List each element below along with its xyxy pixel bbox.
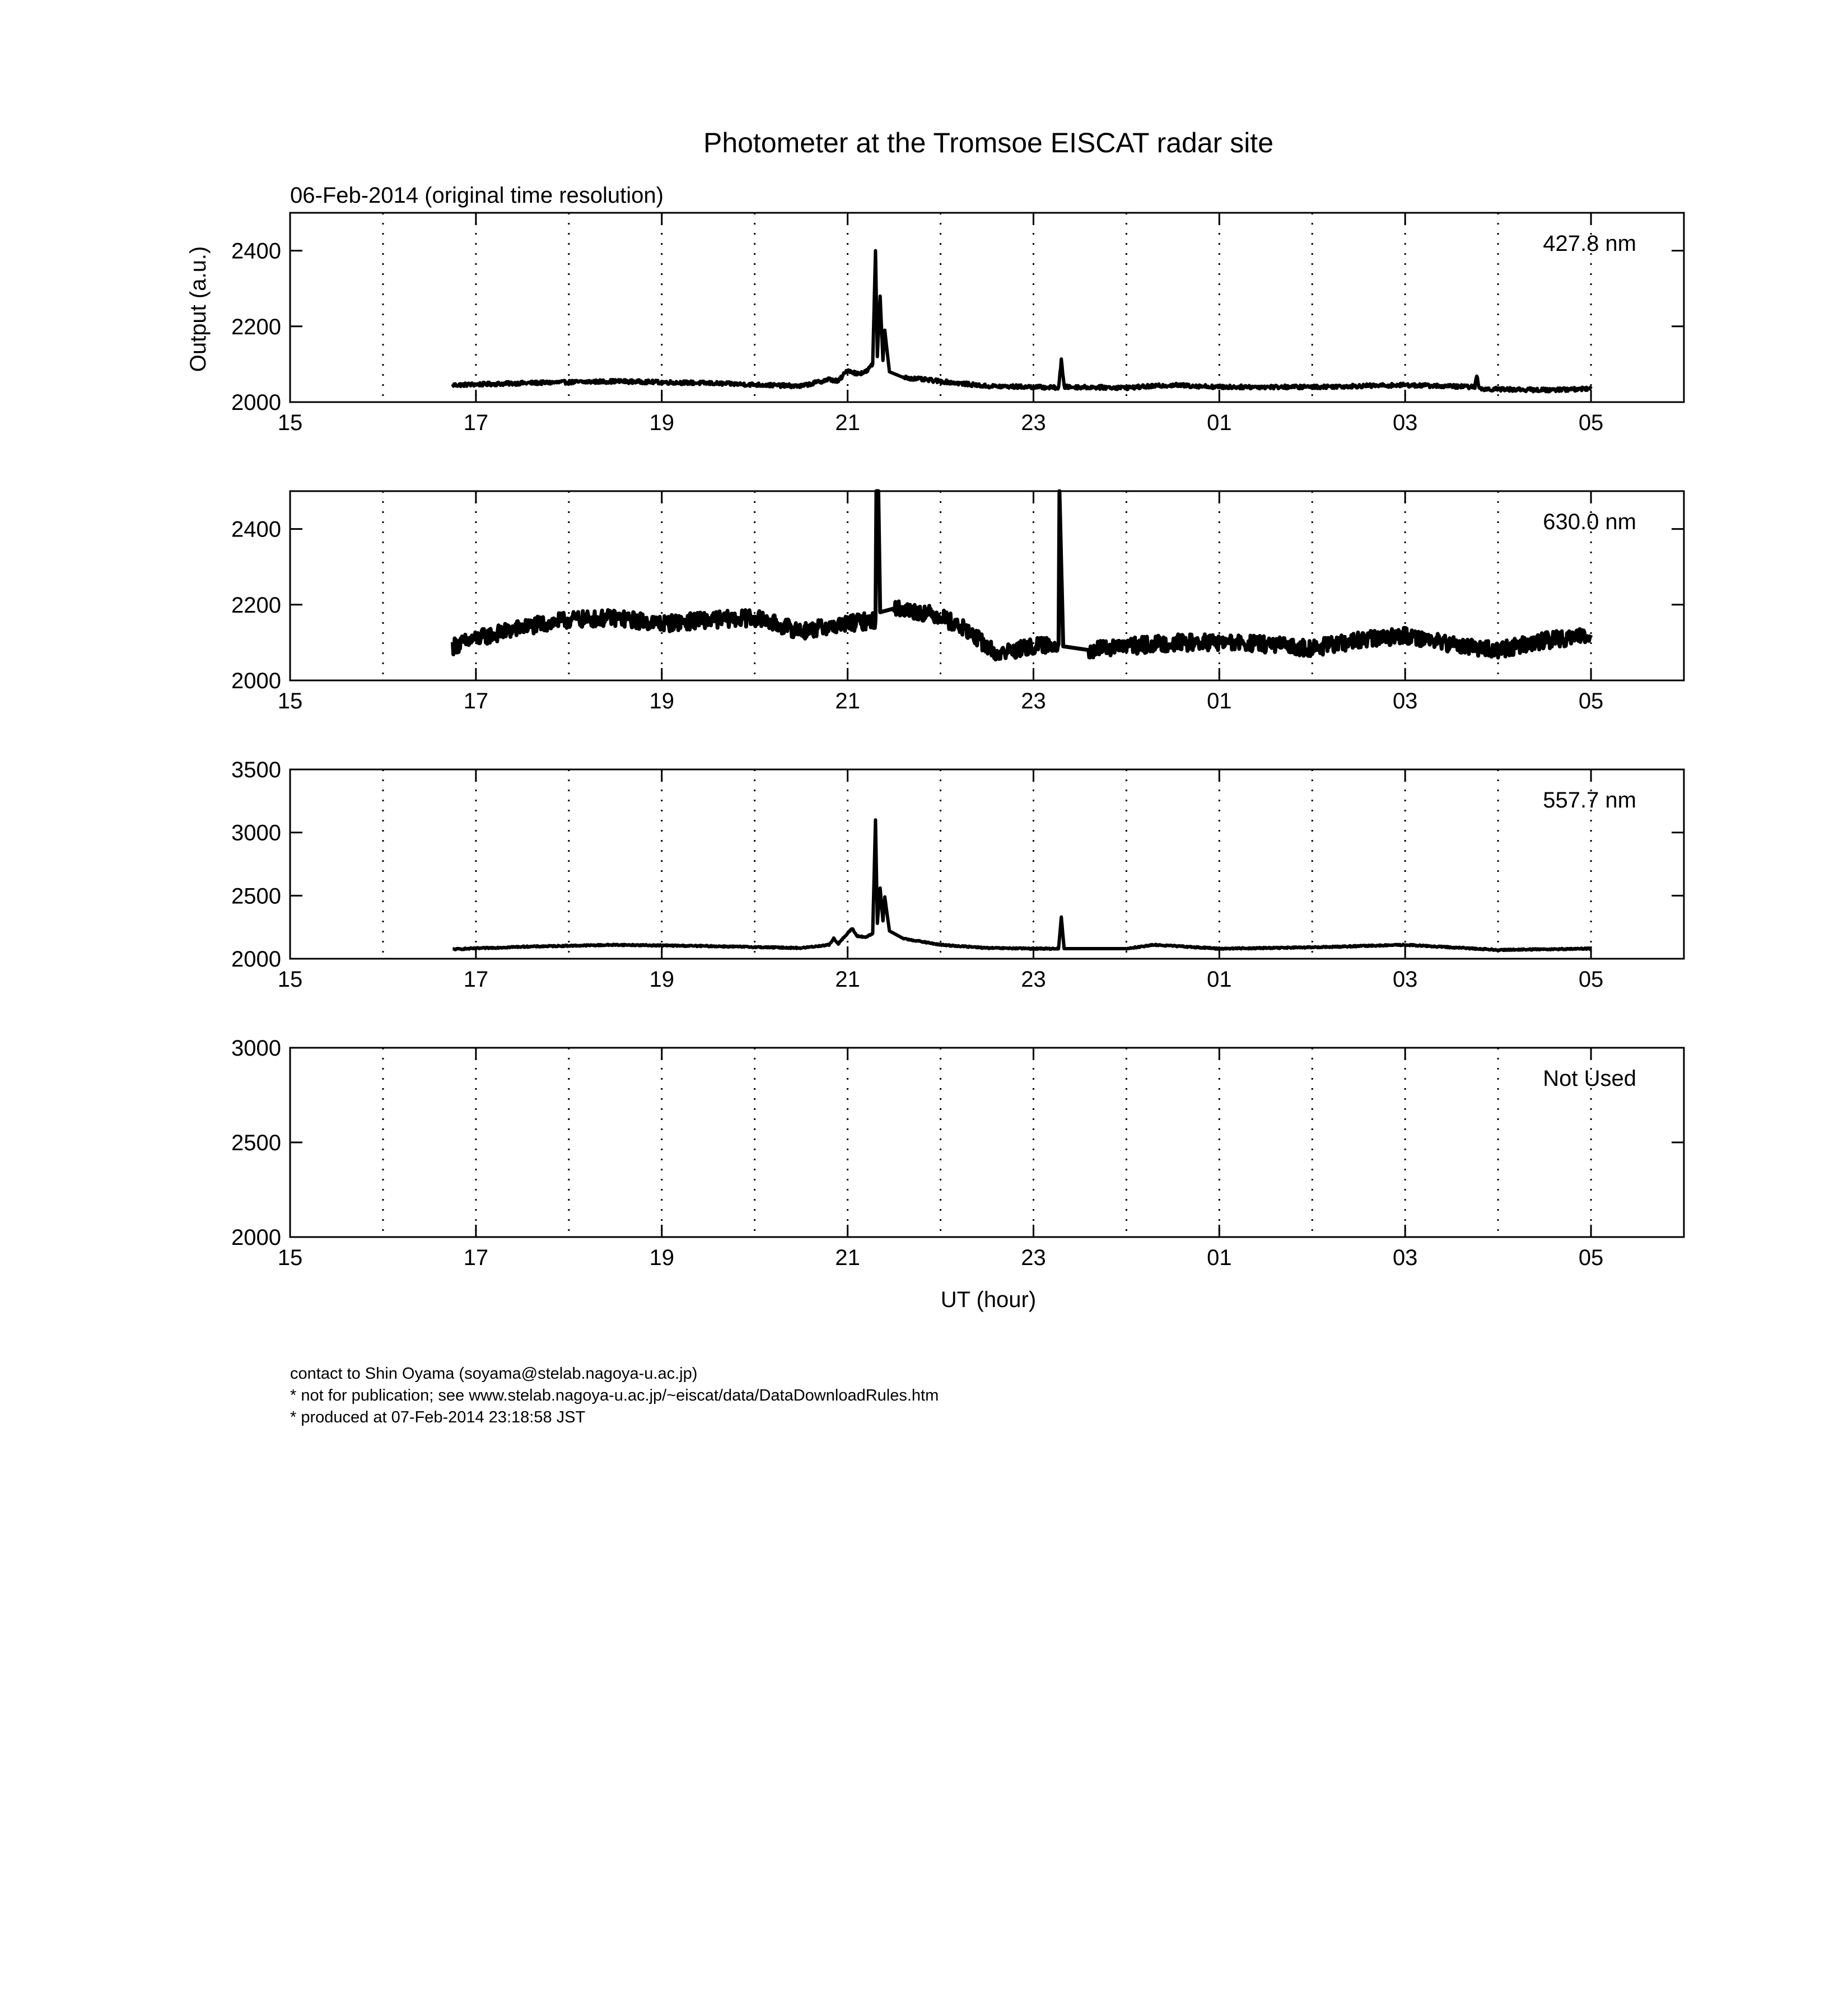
x-tick-label: 05 — [1578, 689, 1604, 713]
x-tick-label: 17 — [463, 689, 489, 713]
y-axis-label: Output (a.u.) — [186, 246, 211, 372]
y-tick-label: 2200 — [231, 592, 281, 618]
x-tick-label: 01 — [1207, 1245, 1232, 1270]
x-tick-label: 01 — [1207, 410, 1232, 435]
x-tick-label: 03 — [1392, 967, 1418, 992]
panel-3 — [231, 1036, 1684, 1270]
channel-label: 557.7 nm — [1543, 788, 1636, 813]
axes-frame — [290, 769, 1684, 959]
x-tick-label: 21 — [835, 410, 860, 435]
y-tick-label: 2000 — [231, 947, 281, 972]
series-line — [452, 251, 1591, 392]
panel-2 — [231, 758, 1684, 992]
x-tick-label: 03 — [1392, 689, 1418, 713]
footer-line-2: * not for publication; see www.stelab.nagoya-u.ac.jp/~eiscat/data/DataDownloadRules.htm — [290, 1387, 939, 1404]
x-tick-label: 23 — [1021, 410, 1046, 435]
x-tick-label: 23 — [1021, 967, 1046, 992]
y-tick-label: 2000 — [231, 390, 281, 415]
x-tick-label: 21 — [835, 1245, 860, 1270]
chart-title: Photometer at the Tromsoe EISCAT radar site — [703, 127, 1274, 158]
x-tick-label: 19 — [649, 689, 674, 713]
x-tick-label: 05 — [1578, 967, 1604, 992]
chart-subtitle: 06-Feb-2014 (original time resolution) — [290, 183, 664, 208]
footer-line-1: contact to Shin Oyama (soyama@stelab.nagoya-u.ac.jp) — [290, 1365, 698, 1383]
y-tick-label: 2200 — [231, 314, 281, 339]
x-tick-label: 01 — [1207, 689, 1232, 713]
y-tick-label: 2400 — [231, 239, 281, 264]
x-tick-label: 01 — [1207, 967, 1232, 992]
y-tick-label: 2000 — [231, 1225, 281, 1250]
panels — [231, 213, 1684, 1270]
x-tick-label: 17 — [463, 967, 489, 992]
x-tick-label: 17 — [463, 410, 489, 435]
y-tick-label: 3500 — [231, 758, 281, 782]
x-axis-label: UT (hour) — [940, 1287, 1037, 1312]
x-tick-label: 15 — [277, 689, 303, 713]
axes-frame — [290, 213, 1684, 402]
y-tick-label: 3000 — [231, 820, 281, 846]
x-tick-label: 19 — [649, 410, 674, 435]
x-tick-label: 21 — [835, 967, 860, 992]
panel-1 — [231, 491, 1684, 713]
series-line — [452, 820, 1591, 950]
x-tick-label: 03 — [1392, 1245, 1418, 1270]
y-tick-label: 2500 — [231, 884, 281, 909]
channel-label: 427.8 nm — [1543, 231, 1636, 256]
y-tick-label: 3000 — [231, 1036, 281, 1061]
x-tick-label: 19 — [649, 967, 674, 992]
x-tick-label: 23 — [1021, 689, 1046, 713]
y-tick-label: 2000 — [231, 669, 281, 693]
x-tick-label: 15 — [277, 1245, 303, 1270]
x-tick-label: 05 — [1578, 410, 1604, 435]
channel-label: 630.0 nm — [1543, 510, 1636, 534]
x-tick-label: 15 — [277, 967, 303, 992]
x-tick-label: 05 — [1578, 1245, 1604, 1270]
y-tick-label: 2500 — [231, 1131, 281, 1155]
x-tick-label: 21 — [835, 689, 860, 713]
axes-frame — [290, 1048, 1684, 1237]
x-tick-label: 17 — [463, 1245, 489, 1270]
y-tick-label: 2400 — [231, 517, 281, 542]
x-tick-label: 19 — [649, 1245, 674, 1270]
series-line — [452, 491, 1591, 660]
channel-label: Not Used — [1543, 1066, 1636, 1091]
x-tick-label: 23 — [1021, 1245, 1046, 1270]
x-tick-label: 15 — [277, 410, 303, 435]
x-tick-label: 03 — [1392, 410, 1418, 435]
panel-0 — [231, 213, 1684, 435]
footer-line-3: * produced at 07-Feb-2014 23:18:58 JST — [290, 1408, 586, 1426]
